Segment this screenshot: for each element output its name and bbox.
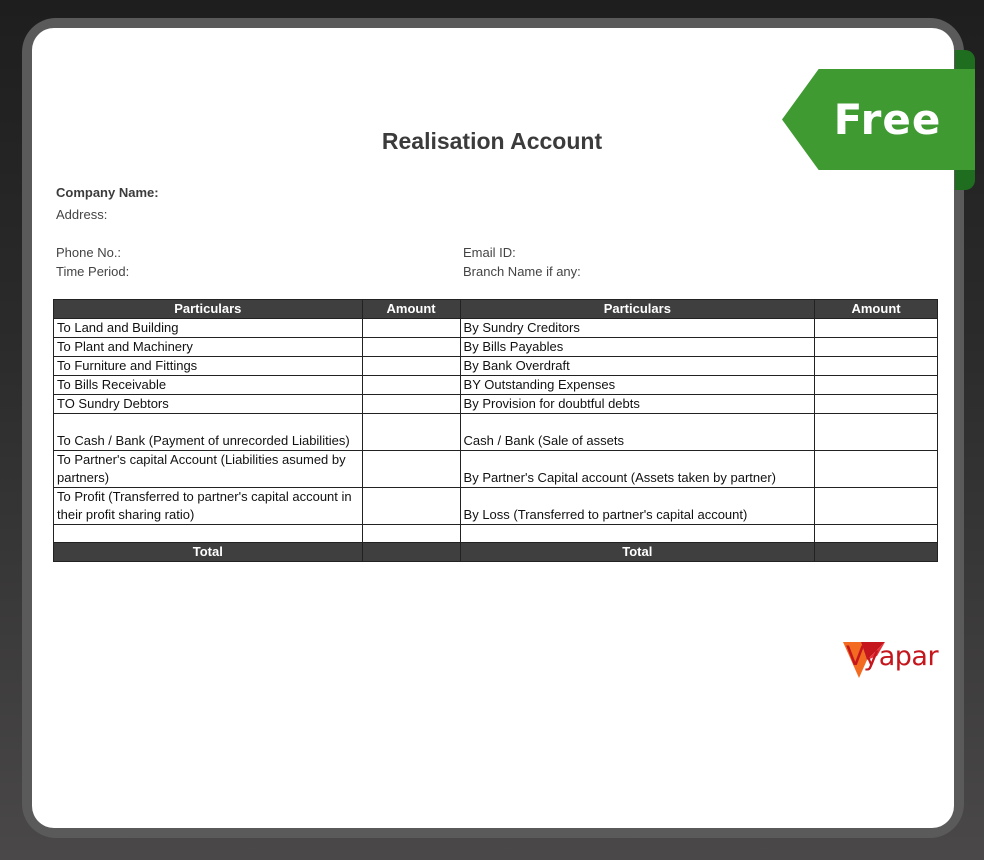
free-badge-label: Free: [833, 95, 942, 144]
credit-particular: By Bills Payables: [460, 338, 815, 357]
page-title: Realisation Account: [381, 128, 603, 154]
debit-particular: To Cash / Bank (Payment of unrecorded Liabilities): [54, 414, 363, 451]
credit-particular: By Sundry Creditors: [460, 319, 815, 338]
credit-amount: [815, 376, 938, 395]
phone-label: Phone No.:: [56, 245, 122, 260]
total-row: [54, 543, 938, 562]
table-row: [54, 414, 938, 451]
table-header-row: [54, 300, 938, 319]
credit-amount: [815, 414, 938, 451]
credit-particular: Cash / Bank (Sale of assets: [460, 414, 815, 451]
credit-particular: By Partner's Capital account (Assets taken by partner): [460, 451, 815, 488]
credit-particular: By Loss (Transferred to partner's capital account): [460, 488, 815, 525]
email-label: Email ID:: [463, 245, 516, 260]
debit-amount: [362, 357, 460, 376]
header-amount-credit: Amount: [815, 300, 938, 319]
time-period-label: Time Period:: [56, 264, 130, 279]
total-label-debit: Total: [54, 543, 363, 562]
total-amount-credit: [815, 543, 938, 562]
debit-amount: [362, 319, 460, 338]
debit-amount: [362, 525, 460, 543]
debit-amount: [362, 414, 460, 451]
debit-particular: To Furniture and Fittings: [54, 357, 363, 376]
header-amount-debit: Amount: [362, 300, 460, 319]
credit-particular: BY Outstanding Expenses: [460, 376, 815, 395]
table-row: [54, 488, 938, 525]
table-row: [54, 525, 938, 543]
debit-amount: [362, 376, 460, 395]
header-particulars-debit: Particulars: [54, 300, 363, 319]
debit-particular: To Bills Receivable: [54, 376, 363, 395]
credit-amount: [815, 451, 938, 488]
credit-amount: [815, 338, 938, 357]
credit-amount: [815, 357, 938, 376]
credit-amount: [815, 395, 938, 414]
credit-particular: By Bank Overdraft: [460, 357, 815, 376]
debit-particular: To Plant and Machinery: [54, 338, 363, 357]
vyapar-logo-text: Vyapar: [846, 641, 939, 672]
realisation-table: [53, 299, 938, 562]
debit-particular: To Land and Building: [54, 319, 363, 338]
table-row: [54, 319, 938, 338]
total-amount-debit: [362, 543, 460, 562]
debit-particular: To Profit (Transferred to partner's capital account in their profit sharing ratio): [54, 488, 363, 525]
debit-amount: [362, 451, 460, 488]
credit-particular: [460, 525, 815, 543]
header-particulars-credit: Particulars: [460, 300, 815, 319]
table-row: [54, 357, 938, 376]
table-row: [54, 376, 938, 395]
debit-amount: [362, 338, 460, 357]
debit-particular: [54, 525, 363, 543]
debit-particular: To Partner's capital Account (Liabilities asumed by partners): [54, 451, 363, 488]
table-row: [54, 395, 938, 414]
debit-amount: [362, 395, 460, 414]
total-label-credit: Total: [460, 543, 815, 562]
table-row: [54, 451, 938, 488]
table-row: [54, 338, 938, 357]
debit-amount: [362, 488, 460, 525]
credit-amount: [815, 488, 938, 525]
company-name-label: Company Name:: [56, 185, 159, 200]
credit-particular: By Provision for doubtful debts: [460, 395, 815, 414]
address-label: Address:: [56, 207, 108, 222]
credit-amount: [815, 319, 938, 338]
credit-amount: [815, 525, 938, 543]
debit-particular: TO Sundry Debtors: [54, 395, 363, 414]
branch-label: Branch Name if any:: [463, 264, 581, 279]
